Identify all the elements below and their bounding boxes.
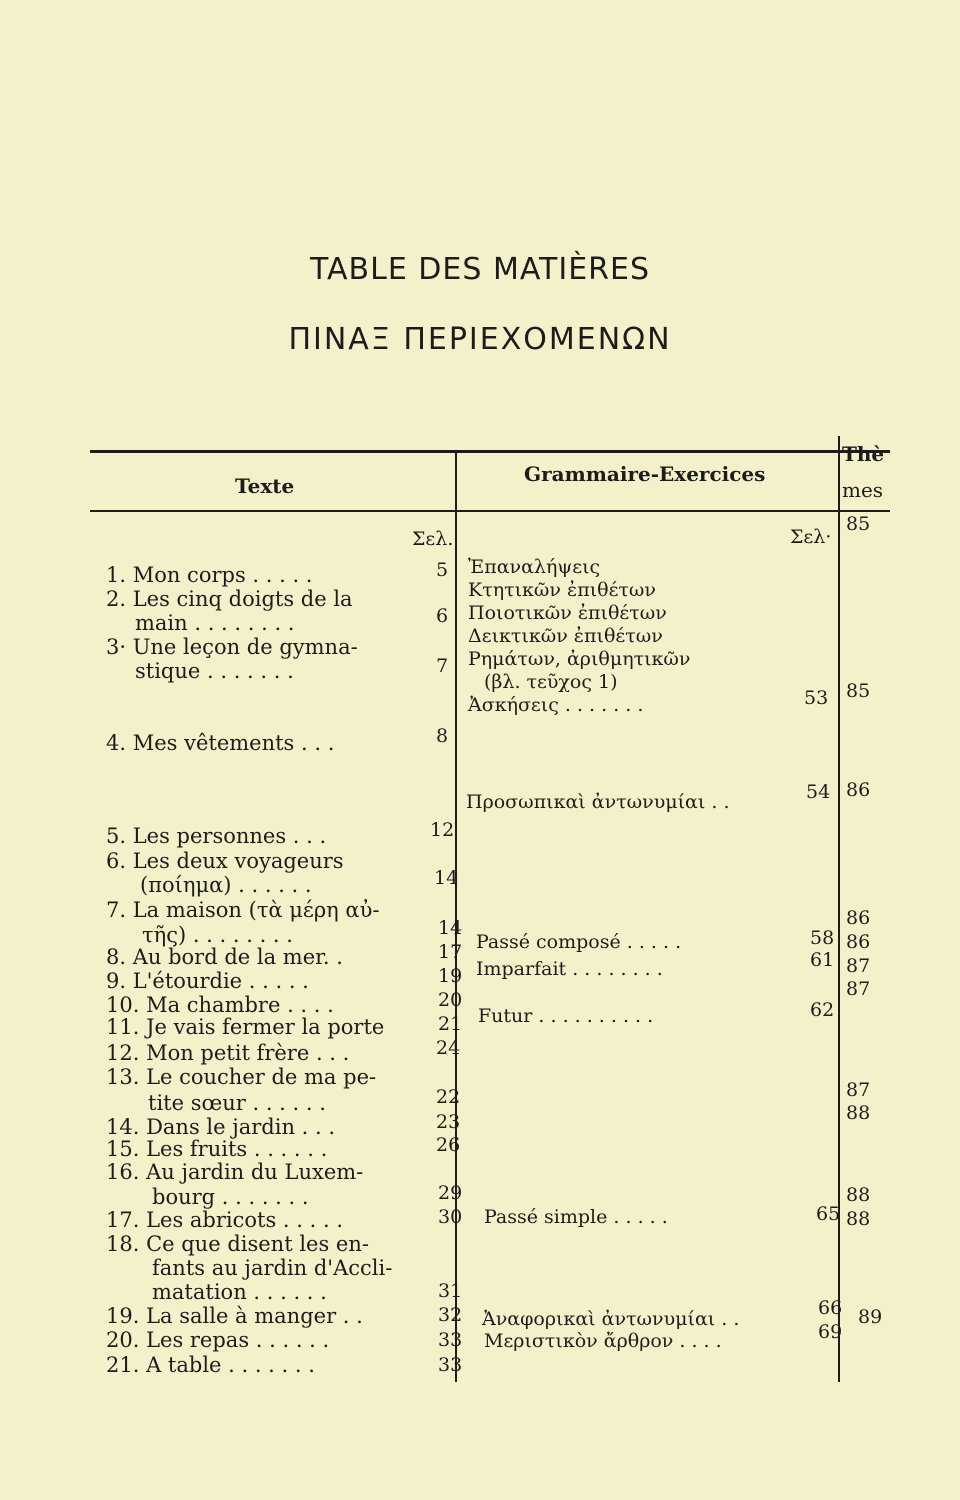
column-header-themes-2: mes xyxy=(842,478,884,502)
table-top-rule xyxy=(90,450,890,453)
list-item: 20. Les repas . . . . . . xyxy=(106,1328,330,1352)
page-number: 54 xyxy=(806,781,831,803)
list-item: Ἐπαναλήψεις xyxy=(468,556,601,578)
page-abbrev-right: Σελ· xyxy=(790,526,832,548)
list-item: main . . . . . . . . xyxy=(135,611,295,635)
page-title-greek: ΠΙΝΑΞ ΠΕΡΙΕΧΟΜΕΝΩΝ xyxy=(288,322,672,357)
list-item: 1. Mon corps . . . . . xyxy=(106,563,313,587)
page-number: 66 xyxy=(818,1297,843,1319)
page-number: 33 xyxy=(438,1329,463,1351)
page-number: 14 xyxy=(434,867,459,889)
list-item: (βλ. τεῦχος 1) xyxy=(484,671,618,693)
page-number: 12 xyxy=(430,819,455,841)
theme-page: 85 xyxy=(846,513,871,535)
list-item: Futur . . . . . . . . . . xyxy=(478,1005,654,1027)
list-item: Κτητικῶν ἐπιθέτων xyxy=(468,579,656,601)
page-number: 17 xyxy=(438,941,463,963)
list-item: Ρημάτων, ἀριθμητικῶν xyxy=(468,648,691,670)
page-number: 29 xyxy=(438,1182,463,1204)
list-item: 3· Une leçon de gymna- xyxy=(106,635,358,659)
page-number: 33 xyxy=(438,1354,463,1376)
page-number: 65 xyxy=(816,1203,841,1225)
column-divider-2 xyxy=(838,436,840,1382)
list-item: 6. Les deux voyageurs xyxy=(106,849,344,873)
page-number: 61 xyxy=(810,949,835,971)
theme-page: 86 xyxy=(846,907,871,929)
list-item: bourg . . . . . . . xyxy=(152,1185,309,1209)
column-header-texte: Texte xyxy=(235,474,295,498)
list-item: stique . . . . . . . xyxy=(135,659,294,683)
page-number: 62 xyxy=(810,999,835,1021)
column-header-themes-1: Thè xyxy=(842,442,885,466)
theme-page: 87 xyxy=(846,978,871,1000)
list-item: Imparfait . . . . . . . . xyxy=(476,958,663,980)
list-item: fants au jardin d'Accli- xyxy=(152,1256,393,1280)
list-item: 12. Mon petit frère . . . xyxy=(106,1041,350,1065)
list-item: matation . . . . . . xyxy=(152,1280,327,1304)
page-number: 30 xyxy=(438,1206,463,1228)
list-item: 11. Je vais fermer la porte xyxy=(106,1015,385,1039)
list-item: 5. Les personnes . . . xyxy=(106,824,327,848)
page-number: 19 xyxy=(438,965,463,987)
theme-page: 86 xyxy=(846,779,871,801)
page-number: 20 xyxy=(438,989,463,1011)
page-number: 7 xyxy=(436,655,449,677)
list-item: 4. Mes vêtements . . . xyxy=(106,731,335,755)
page-number: 53 xyxy=(804,687,829,709)
page-number: 5 xyxy=(436,559,449,581)
list-item: 13. Le coucher de ma pe- xyxy=(106,1065,377,1089)
theme-page: 88 xyxy=(846,1102,871,1124)
page-number: 26 xyxy=(436,1134,461,1156)
theme-page: 88 xyxy=(846,1184,871,1206)
page-number: 24 xyxy=(436,1037,461,1059)
page-abbrev-left: Σελ. xyxy=(412,528,454,550)
theme-page: 89 xyxy=(858,1306,883,1328)
list-item: 2. Les cinq doigts de la xyxy=(106,587,353,611)
list-item: 10. Ma chambre . . . . xyxy=(106,993,334,1017)
list-item: 9. L'étourdie . . . . . xyxy=(106,969,309,993)
page-title-french: TABLE DES MATIÈRES xyxy=(310,252,650,287)
list-item: Ἀναφορικαὶ ἀντωνυμίαι . . xyxy=(482,1308,740,1330)
list-item: Ἀσκήσεις . . . . . . . xyxy=(468,694,644,716)
page-number: 6 xyxy=(436,605,449,627)
list-item: τῆς) . . . . . . . . xyxy=(142,923,293,947)
list-item: tite sœur . . . . . . xyxy=(148,1091,326,1115)
list-item: 14. Dans le jardin . . . xyxy=(106,1115,336,1139)
column-header-grammaire: Grammaire-Exercices xyxy=(524,462,766,486)
list-item: 7. La maison (τὰ μέρη αὐ- xyxy=(106,898,380,922)
list-item: 21. A table . . . . . . . xyxy=(106,1353,315,1377)
page-number: 22 xyxy=(436,1086,461,1108)
list-item: (ποίημα) . . . . . . xyxy=(140,873,312,897)
list-item: Μεριστικὸν ἄρθρον . . . . xyxy=(484,1330,722,1352)
page-number: 23 xyxy=(436,1111,461,1133)
page-number: 21 xyxy=(438,1013,463,1035)
list-item: 8. Au bord de la mer. . xyxy=(106,945,343,969)
list-item: Passé simple . . . . . xyxy=(484,1206,668,1228)
header-bottom-rule xyxy=(90,510,890,512)
page-number: 31 xyxy=(438,1280,463,1302)
list-item: Ποιοτικῶν ἐπιθέτων xyxy=(468,602,667,624)
list-item: 16. Au jardin du Luxem- xyxy=(106,1160,364,1184)
theme-page: 88 xyxy=(846,1208,871,1230)
page-number: 14 xyxy=(438,917,463,939)
list-item: 19. La salle à manger . . xyxy=(106,1304,363,1328)
page-number: 32 xyxy=(438,1304,463,1326)
theme-page: 85 xyxy=(846,680,871,702)
list-item: Προσωπικαὶ ἀντωνυμίαι . . xyxy=(466,791,730,813)
theme-page: 86 xyxy=(846,931,871,953)
list-item: Δεικτικῶν ἐπιθέτων xyxy=(468,625,663,647)
list-item: 17. Les abricots . . . . . xyxy=(106,1208,343,1232)
theme-page: 87 xyxy=(846,1079,871,1101)
list-item: Passé composé . . . . . xyxy=(476,931,682,953)
page-number: 69 xyxy=(818,1321,843,1343)
page-number: 8 xyxy=(436,725,449,747)
list-item: 18. Ce que disent les en- xyxy=(106,1232,369,1256)
theme-page: 87 xyxy=(846,955,871,977)
list-item: 15. Les fruits . . . . . . xyxy=(106,1137,328,1161)
page-number: 58 xyxy=(810,927,835,949)
